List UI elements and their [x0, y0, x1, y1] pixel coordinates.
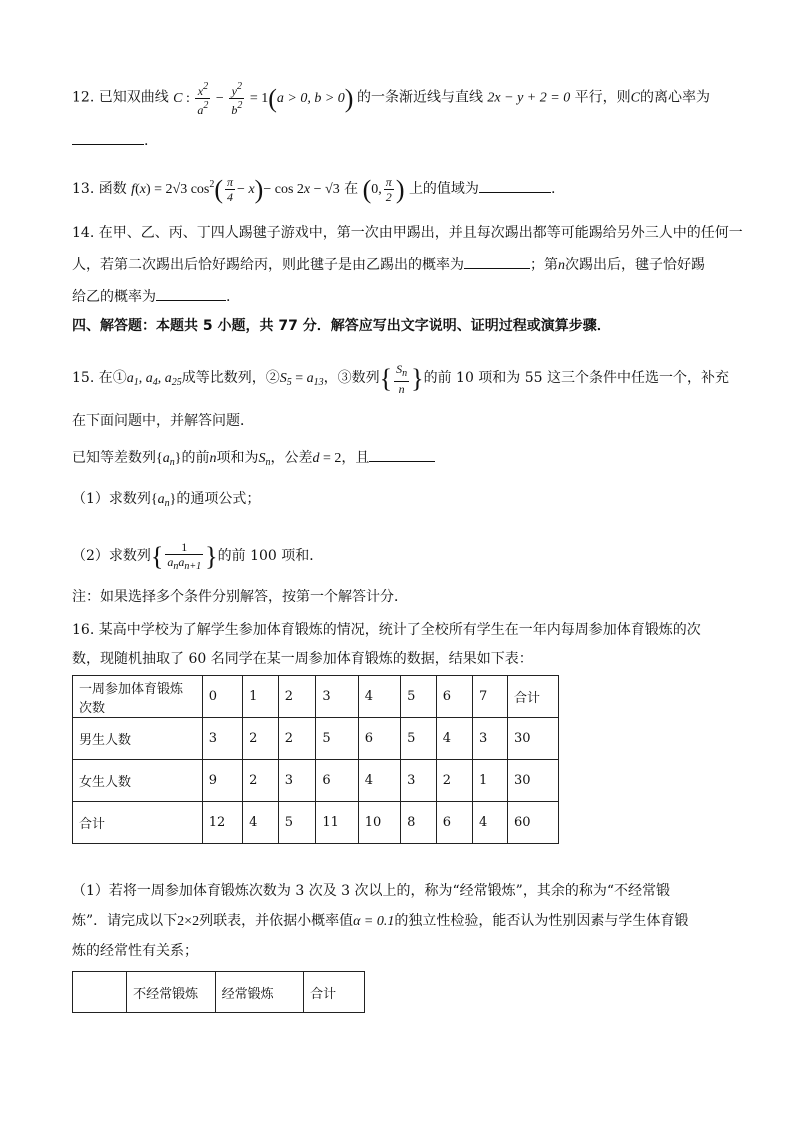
table-cell: 5 [401, 718, 437, 760]
question-16-line-1: 16. 某高中学校为了解学生参加体育锻炼的情况，统计了全校所有学生在一年内每周参加体育锻炼的次 [72, 622, 701, 638]
table-cell: 6 [316, 760, 358, 802]
question-13: 13. 函数 f(x) = 2√3 $\cos^2$( $\frac{\pi}{4}$ − x)− cos 2x − √3 在 (0, $\frac{\pi}{2}$ ) 上的值域为 . [72, 174, 556, 205]
table-cell: 2 [278, 676, 316, 718]
q15-text-3a: 已知等差数列 [72, 450, 156, 466]
q13-text-3: 上的值域为 [408, 181, 479, 197]
table-row [73, 972, 365, 1013]
table-cell: 2 [436, 760, 472, 802]
q15-text-3c: 项和为 [216, 450, 259, 466]
q15-part1-seq: $\{a_n\}$ [150, 492, 177, 509]
table-header-cell [73, 972, 127, 1013]
q15-d-value: d = 2 [312, 451, 342, 466]
q15-text-3: ，③数列 [323, 370, 380, 387]
q15-condition-1-terms: $a_1$, $a_4$, $a_{25}$ [126, 371, 182, 389]
table-cell: 3 [202, 718, 242, 760]
table-cell: 3 [473, 718, 508, 760]
q15-n: n [209, 451, 217, 466]
q15-text-3b: 的前 [181, 450, 210, 466]
q15-condition-2: $S_5 = a_{13}$ [279, 371, 324, 389]
q12-text-2: 的一条渐近线与直线 [356, 89, 483, 106]
row-header-cell: 一周参加体育锻炼次数 [73, 676, 203, 718]
row-header-cell: 女生人数 [73, 760, 203, 802]
q14-text-2b: ；第 [530, 257, 558, 273]
q12-text-4: 的离心率为 [640, 89, 710, 106]
q15-part2-seq: { $\frac{1}{a_na_{n+1}}$ } [150, 540, 218, 572]
q16-part-1-line-2 [72, 910, 722, 933]
table-row [73, 760, 559, 802]
question-14-line-1 [72, 222, 743, 244]
row-header-cell: 合计 [73, 802, 203, 844]
table-header-cell: 不经常锻炼 [127, 972, 216, 1013]
q13-number: 13. [72, 181, 95, 197]
q15-part-1 [72, 488, 722, 515]
question-14-line-3: 给乙的概率为 . [72, 284, 722, 308]
section-4-heading: 四、解答题：本题共 5 小题，共 77 分．解答应写出文字说明、证明过程或演算步骤． [72, 318, 611, 334]
table-cell: 合计 [507, 676, 558, 718]
q15-condition-blank[interactable] [369, 445, 435, 462]
table-cell: 2 [243, 718, 279, 760]
q15-text-2: 成等比数列，② [181, 370, 280, 387]
q15-text-1: 在① [98, 370, 127, 387]
q16-alpha-value: α = 0.1 [353, 914, 395, 929]
q16-part-1-line-1: （1）若将一周参加体育锻炼次数为 3 次及 3 次以上的，称为“经常锻炼”，其余的称为“不经常锻 [72, 883, 670, 899]
q14-answer-blank-2[interactable] [156, 284, 226, 301]
q12-line-equation: 2x − y + 2 = 0 [487, 90, 571, 106]
q12-answer-line: . [72, 128, 722, 152]
contingency-table-body [73, 972, 365, 1013]
q15-condition-3: { $\frac{S_n}{n}$ } [379, 362, 424, 396]
q12-text-1: 已知双曲线 [98, 89, 169, 106]
table-cell: 4 [243, 802, 279, 844]
question-16-line-2: 数，现随机抽取了 60 名同学在某一周参加体育锻炼的数据，结果如下表： [72, 651, 533, 667]
q15-part2-text-b: 的前 100 项和． [217, 548, 324, 565]
table-cell: 3 [316, 676, 358, 718]
q15-part1-text-b: 的通项公式； [176, 491, 261, 507]
table-cell: 60 [507, 802, 558, 844]
exercise-frequency-table [72, 675, 559, 844]
contingency-table [72, 971, 365, 1013]
q12-c-symbol: C [630, 90, 640, 106]
q13-interval: (0, $\frac{\pi}{2}$ ) [362, 174, 405, 205]
table-cell: 4 [473, 802, 508, 844]
q15-part2-text: （2）求数列 [72, 548, 151, 565]
q15-part-2 [72, 540, 722, 574]
table-row [73, 718, 559, 760]
table-header-cell: 经常锻炼 [215, 972, 304, 1013]
q15-note: 注：如果选择多个条件分别解答，按第一个解答计分． [72, 589, 408, 605]
q16-contingency-size: 2×2 [177, 914, 200, 929]
table-header-cell: 合计 [304, 972, 365, 1013]
q15-sn: $S_n$ [258, 451, 271, 468]
table-cell: 6 [436, 802, 472, 844]
table-cell: 12 [202, 802, 242, 844]
table-cell: 7 [473, 676, 508, 718]
q13-text-1: 函数 [98, 181, 127, 197]
q16-p1-text-a: 炼”．请完成以下 [72, 913, 178, 929]
table-cell: 1 [243, 676, 279, 718]
question-12 [72, 80, 722, 117]
table-cell: 3 [278, 760, 316, 802]
table-cell: 6 [436, 676, 472, 718]
table-cell: 6 [358, 718, 400, 760]
q14-text-1: 在甲、乙、丙、丁四人踢毽子游戏中，第一次由甲踢出，并且每次踢出都等可能踢给另外三人中的任何一 [98, 225, 743, 241]
question-15-line-2: 在下面问题中，并解答问题． [72, 413, 254, 429]
table-cell: 4 [436, 718, 472, 760]
q14-n-symbol: n [558, 258, 565, 273]
q13-function-formula: f(x) = 2√3 $\cos^2$( $\frac{\pi}{4}$ − x)− cos 2x − √3 [131, 174, 340, 205]
table-cell: 0 [202, 676, 242, 718]
table-cell: 5 [401, 676, 437, 718]
table-cell: 3 [401, 760, 437, 802]
table-cell: 5 [316, 718, 358, 760]
q14-text-3a: 给乙的概率为 [72, 289, 156, 305]
table-cell: 4 [358, 676, 400, 718]
table-row [73, 676, 559, 718]
q14-text-2c: 次踢出后，毽子恰好踢 [565, 257, 705, 273]
question-15-line-1 [72, 362, 730, 396]
table-cell: 4 [358, 760, 400, 802]
table-cell: 30 [507, 718, 558, 760]
frequency-table-body [73, 676, 559, 844]
q12-number: 12. [72, 89, 95, 106]
q13-text-2: 在 [344, 181, 359, 197]
table-cell: 5 [278, 802, 316, 844]
q16-part-1-line-3: 炼的经常性有关系； [72, 943, 198, 959]
q12-text-3: 平行，则 [574, 89, 631, 106]
q16-p1-text-e: 的独立性检验，能否认为性别因素与学生体育锻 [394, 913, 689, 929]
table-row [73, 802, 559, 844]
q15-text-3e: ，且 [341, 450, 370, 466]
question-14-line-2 [72, 252, 722, 277]
q13-answer-blank[interactable] [479, 176, 551, 193]
table-cell: 1 [473, 760, 508, 802]
q15-number: 15. [72, 370, 95, 387]
q16-p1-text-c: 列联表，并依据小概率值 [199, 913, 354, 929]
table-cell: 9 [202, 760, 242, 802]
q15-part1-text: （1）求数列 [72, 491, 151, 507]
row-header-cell: 男生人数 [73, 718, 203, 760]
q14-text-2a: 人，若第二次踢出后恰好踢给丙，则此毽子是由乙踢出的概率为 [72, 257, 464, 273]
q15-text-4: 的前 10 项和为 55 这三个条件中任选一个，补充 [423, 370, 730, 387]
table-cell: 2 [243, 760, 279, 802]
table-cell: 10 [358, 802, 400, 844]
q15-sequence: $\{a_n\}$ [156, 451, 182, 468]
question-15-line-3 [72, 445, 722, 474]
q14-answer-blank-1[interactable] [464, 252, 530, 269]
table-cell: 11 [316, 802, 358, 844]
table-cell: 2 [278, 718, 316, 760]
table-cell: 30 [507, 760, 558, 802]
q14-number: 14. [72, 225, 95, 241]
q12-hyperbola-formula: C : $\frac{x^2}{a^2}$ − $\frac{y^2}{b^2}$ = 1(a > 0, b > 0) [173, 81, 354, 117]
q15-text-3d: ，公差 [270, 450, 313, 466]
table-cell: 8 [401, 802, 437, 844]
q12-answer-blank[interactable] [72, 128, 144, 145]
